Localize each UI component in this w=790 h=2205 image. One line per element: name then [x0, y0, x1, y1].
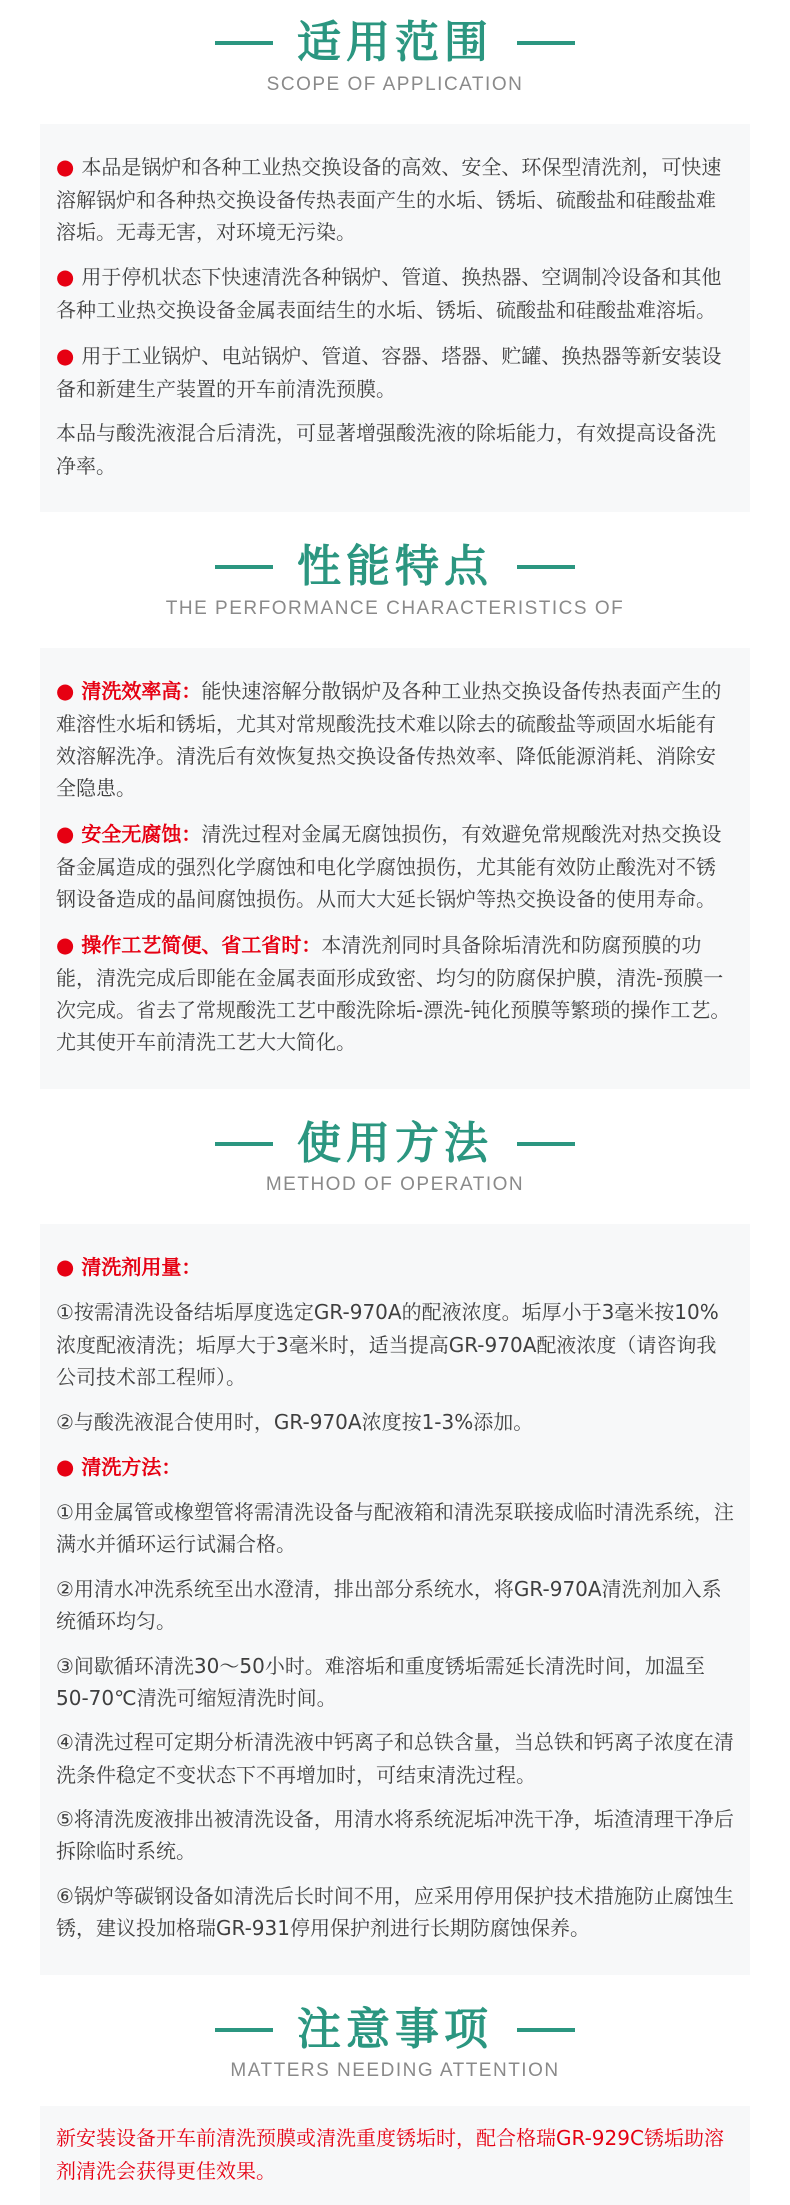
feature-text: 本清洗剂同时具备除垢清洗和防腐预膜的功能，清洗完成后即能在金属表面形成致密、均匀的防腐保护膜，清洗-预膜一次完成。省去了常规酸洗工艺中酸洗除垢-漂洗-钝化预膜等繁琐的操作工艺。尤其使开车前清洗工艺大大简化。 [56, 932, 731, 1055]
dosage-step: ②与酸洗液混合使用时，GR-970A浓度按1-3%添加。 [56, 1409, 534, 1434]
bullet-icon: ● [56, 343, 75, 368]
warning-text: 新安装设备开车前清洗预膜或清洗重度锈垢时，配合格瑞GR-929C锈垢助溶剂清洗会获得更佳效果。 [56, 2126, 724, 2183]
bullet-icon: ● [56, 678, 75, 703]
method-step: ④清洗过程可定期分析清洗液中钙离子和总铁含量，当总铁和钙离子浓度在清洗条件稳定不变状态下不再增加时，可结束清洗过程。 [56, 1730, 734, 1787]
section-header-performance [0, 542, 790, 593]
method-label: 清洗方法： [81, 1454, 182, 1479]
section-title-scope: 适用范围 [297, 17, 493, 68]
dash-right [517, 2028, 575, 2032]
dash-left [215, 1142, 273, 1146]
method-step: ②用清水冲洗系统至出水澄清，排出部分系统水，将GR-970A清洗剂加入系统循环均匀。 [56, 1576, 722, 1634]
scope-bullet-text: 用于工业锅炉、电站锅炉、管道、容器、塔器、贮罐、换热器等新安装设备和新建生产装置的开车前清洗预膜。 [56, 343, 722, 401]
section-subtitle-attention: MATTERS NEEDING ATTENTION [230, 2060, 560, 2082]
scope-bullet-item [56, 339, 734, 405]
method-step: ①用金属管或橡塑管将需清洗设备与配液箱和清洗泵联接成临时清洗系统，注满水并循环运行试漏合格。 [56, 1499, 734, 1557]
scope-bullet-item [56, 150, 734, 249]
bullet-icon: ● [56, 154, 75, 179]
bullet-icon: ● [56, 265, 75, 290]
scope-bullet-text: 用于停机状态下快速清洗各种锅炉、管道、换热器、空调制冷设备和其他各种工业热交换设备金属表面结生的水垢、锈垢、硫酸盐和硅酸盐难溶垢。 [56, 265, 722, 323]
section-header-attention [0, 2005, 790, 2056]
bullet-icon: ● [56, 1454, 75, 1479]
scope-bullet-text: 本品是锅炉和各种工业热交换设备的高效、安全、环保型清洗剂，可快速溶解锅炉和各种热交换设备传热表面产生的水垢、锈垢、硫酸盐和硅酸盐难溶垢。无毒无害，对环境无污染。 [56, 154, 722, 244]
section-title-attention: 注意事项 [297, 2003, 493, 2055]
dash-left [215, 2028, 273, 2032]
feature-label: 清洗效率高： [81, 678, 202, 703]
method-card [40, 1224, 750, 1974]
feature-label: 安全无腐蚀： [81, 821, 202, 846]
method-step: ⑥锅炉等碳钢设备如清洗后长时间不用，应采用停用保护技术措施防止腐蚀生锈，建议投加格瑞GR-931停用保护剂进行长期防腐蚀保养。 [56, 1883, 734, 1941]
bullet-icon: ● [56, 932, 75, 957]
performance-card [40, 648, 750, 1089]
scope-bullet-item [56, 260, 734, 326]
section-header-scope [0, 18, 790, 69]
feature-label: 操作工艺简便、省工省时： [81, 932, 322, 957]
method-step: ③间歇循环清洗30～50小时。难溶垢和重度锈垢需延长清洗时间，加温至50-70℃清洗可缩短清洗时间。 [56, 1653, 705, 1710]
scope-note: 本品与酸洗液混合后清洗，可显著增强酸洗液的除垢能力，有效提高设备洗净率。 [56, 421, 716, 478]
method-step: ⑤将清洗废液排出被清洗设备，用清水将系统泥垢冲洗干净，垢渣清理干净后拆除临时系统。 [56, 1807, 734, 1864]
feature-item [56, 674, 734, 805]
dosage-label: 清洗剂用量： [81, 1255, 202, 1280]
section-header-method [0, 1119, 790, 1170]
scope-card [40, 124, 750, 512]
feature-text: 能快速溶解分散锅炉及各种工业热交换设备传热表面产生的难溶性水垢和锈垢，尤其对常规酸洗技术难以除去的硫酸盐等顽固水垢能有效溶解洗净。清洗后有效恢复热交换设备传热效率、降低能源消耗、消除安全隐患。 [56, 678, 722, 801]
feature-text: 清洗过程对金属无腐蚀损伤，有效避免常规酸洗对热交换设备金属造成的强烈化学腐蚀和电化学腐蚀损伤，尤其能有效防止酸洗对不锈钢设备造成的晶间腐蚀损伤。从而大大延长锅炉等热交换设备的使用寿命。 [56, 821, 722, 912]
dash-left [215, 565, 273, 569]
attention-card [40, 2106, 750, 2205]
section-subtitle-performance: THE PERFORMANCE CHARACTERISTICS OF [165, 597, 625, 619]
section-title-performance: 性能特点 [297, 540, 493, 592]
dosage-step: ①按需清洗设备结垢厚度选定GR-970A的配液浓度。垢厚小于3毫米按10%浓度配液清洗；垢厚大于3毫米时，适当提高GR-970A配液浓度（请咨询我公司技术部工程师）。 [56, 1300, 719, 1390]
bullet-icon: ● [56, 821, 75, 846]
feature-item [56, 817, 734, 916]
section-title-method: 使用方法 [297, 1117, 493, 1169]
section-subtitle-method: METHOD OF OPERATION [265, 1174, 525, 1196]
dash-right [517, 565, 575, 569]
dash-left [215, 41, 273, 45]
dosage-heading [56, 1250, 734, 1284]
bullet-icon: ● [56, 1255, 75, 1280]
dash-right [517, 1142, 575, 1146]
section-subtitle-scope: SCOPE OF APPLICATION [266, 73, 524, 95]
dash-right [517, 41, 575, 45]
method-heading [56, 1450, 734, 1484]
feature-item [56, 928, 734, 1059]
